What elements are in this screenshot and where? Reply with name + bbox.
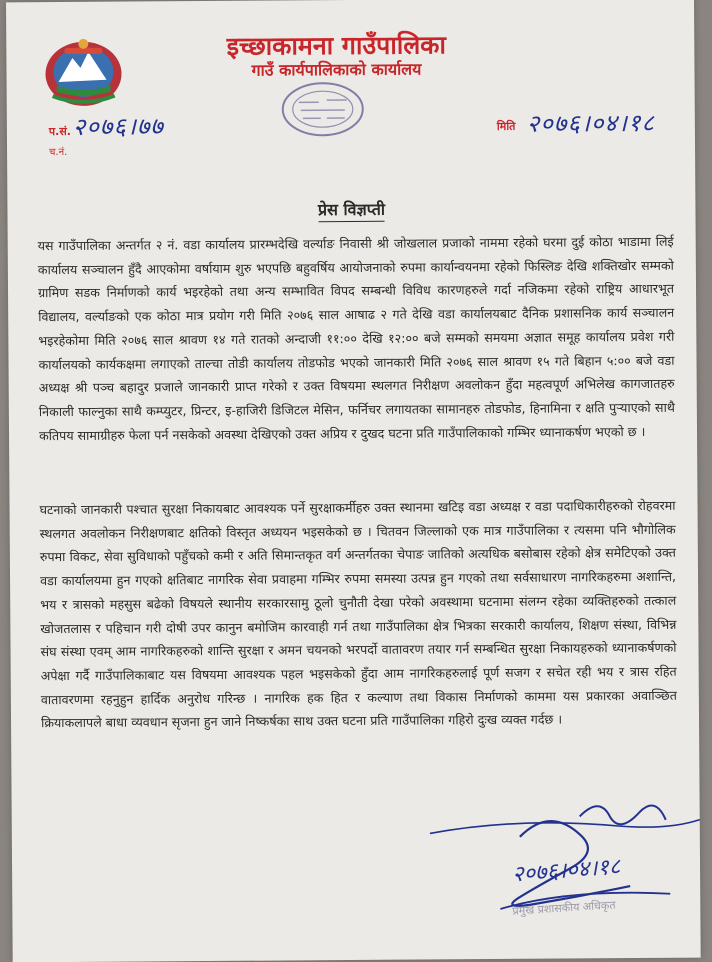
notice-heading <box>7 196 695 223</box>
signatory-title: प्रमुख प्रशासकीय अधिकृत <box>512 898 616 918</box>
nepal-emblem-icon <box>42 34 125 109</box>
reference-number: २०७६।७७ <box>72 112 164 141</box>
date-label: मिति <box>496 119 516 133</box>
notice-heading-text: प्रेस विज्ञप्ती <box>318 200 385 222</box>
signature-date: २०७६।०४।१८ <box>511 854 622 888</box>
reference-label: प.सं. <box>48 124 72 139</box>
body-paragraph-1: यस गाउँपालिका अन्तर्गत २ नं. वडा कार्यालय प्रारम्भदेखि वर्ल्याङ निवासी श्री जोखलाल प्रजाको नाममा रहेको घरमा दुई कोठा भाडामा लिई कार्यालय सञ्चालन हुँदै आएकोमा वर्षायाम शुरु भएपछि बहुवर्षिय आयोजनाको रुपमा कार्यान्वयनमा रहेको फिस्लिङ देखि शक्तिखोर सम्मको ग्रामिण सडक निर्माणको कार्य भइरहेको तथा अन्य सम्भावित विपद सम्बन्धी विविध कारणहरुले गर्दा नजिकमा रहेको राष्ट्रिय आधारभूत विद्यालय, वर्ल्याङको एक कोठा मात्र प्रयोग गरी मिति २०७६ साल आषाढ २ गते देखि वडा कार्यालयबाट दैनिक प्रशासनिक कार्य सञ्चालन भइरहेकोमा मिति २०७६ साल श्रावण १४ गते रातको अन्दाजी ११:०० देखि १२:०० बजे सम्मको समयमा अज्ञात समूह कार्यालय प्रवेश गरी कार्यालयको कार्यकक्षमा लगाएको ताल्चा तोडी कार्यालय तोडफोड भएको जानकारी मिति २०७६ साल श्रावण १५ गते बिहान ५:०० बजे वडा अध्यक्ष श्री पञ्च बहादुर प्रजाले जानकारी प्राप्त गरेको र उक्त विषयमा स्थलगत निरीक्षण अवलोकन हुँदा महत्वपूर्ण अभिलेख कागजातहरु निकाली फाल्नुका साथै कम्प्युटर, प्रिन्टर, इ-हाजिरी डिजिटल मेसिन, फर्निचर लगायतका सामानहरु तोडफोड, हिनामिना र क्षति पुर्‍याएको साथै कतिपय सामाग्रीहरु फेला पर्न नसकेको अवस्था देखिएको उक्त अप्रिय र दुखद घटना प्रति गाउँपालिकाको गम्भिर ध्यानाकर्षण भएको छ । <box>37 233 675 443</box>
letter-date: २०७६।०४।१८ <box>526 108 656 138</box>
letter-sheet <box>6 0 701 962</box>
body-paragraph-2: घटनाको जानकारी पश्चात सुरक्षा निकायबाट आवश्यक पर्ने सुरक्षाकर्मीहरु उक्त स्थानमा खटिइ वडा अध्यक्ष र वडा पदाधिकारीहरुको रोहवरमा स्थलगत अवलोकन निरीक्षणबाट क्षतिको विस्तृत अध्ययन भइसकेको छ । चितवन जिल्लाको एक मात्र गाउँपालिका र त्यसमा पनि भौगोलिक रुपमा विकट, सेवा सुविधाको पहुँचको कमी र अति सिमान्तकृत वर्ग अन्तर्गतका चेपाङ जातिको अत्यधिक बसोबास रहेको क्षेत्र समेटिएको उक्त वडा कार्यालयमा हुन गएको क्षतिबाट नागरिक सेवा प्रवाहमा गम्भिर रुपमा समस्या उत्पन्न हुन गएको तथा सर्वसाधारण नागरिकहरुमा अशान्ति, भय र त्रासको महसुस बढेको विषयले स्थानीय सरकारसामु ठूलो चुनौती देखा परेको अवस्थामा घटनामा संलग्न रहेका व्यक्तिहरुको तत्काल खोजतलास र पहिचान गरी दोषी उपर कानुन बमोजिम कारवाही गर्न तथा गाउँपालिका क्षेत्र भित्रका सरकारी कार्यालय, शिक्षण संस्था, विभिन्न संघ संस्था एवम् आम नागरिकहरुको शान्ति सुरक्षा र अमन चयनको भरपर्दो वातावरण तयार गर्न सम्बन्धित सुरक्षा निकायहरुको ध्यानाकर्षणको अपेक्षा गर्दै गाउँपालिकाबाट यस विषयमा आवश्यक पहल भइसकेको हुँदा आम नागरिकहरुलाई पूर्ण सजग र सचेत रही भय र त्रास रहित वातावरणमा रहनुहुन हार्दिक अनुरोध गरिन्छ । नागरिक हक हित र कल्याण तथा विकास निर्माणको काममा यस प्रकारका अवाञ्छित क्रियाकलापले बाधा व्यवधान सृजना हुन जाने निष्कर्षका साथ उक्त घटना प्रति गाउँपालिका गहिरो दुःख व्यक्त गर्दछ । <box>39 497 677 731</box>
office-subtitle: गाउँ कार्यपालिकाको कार्यालय <box>251 59 422 80</box>
dispatch-number-label: च.नं. <box>49 146 68 159</box>
office-title: इच्छाकामना गाउँपालिका <box>226 30 447 61</box>
office-stamp-icon <box>277 78 369 141</box>
